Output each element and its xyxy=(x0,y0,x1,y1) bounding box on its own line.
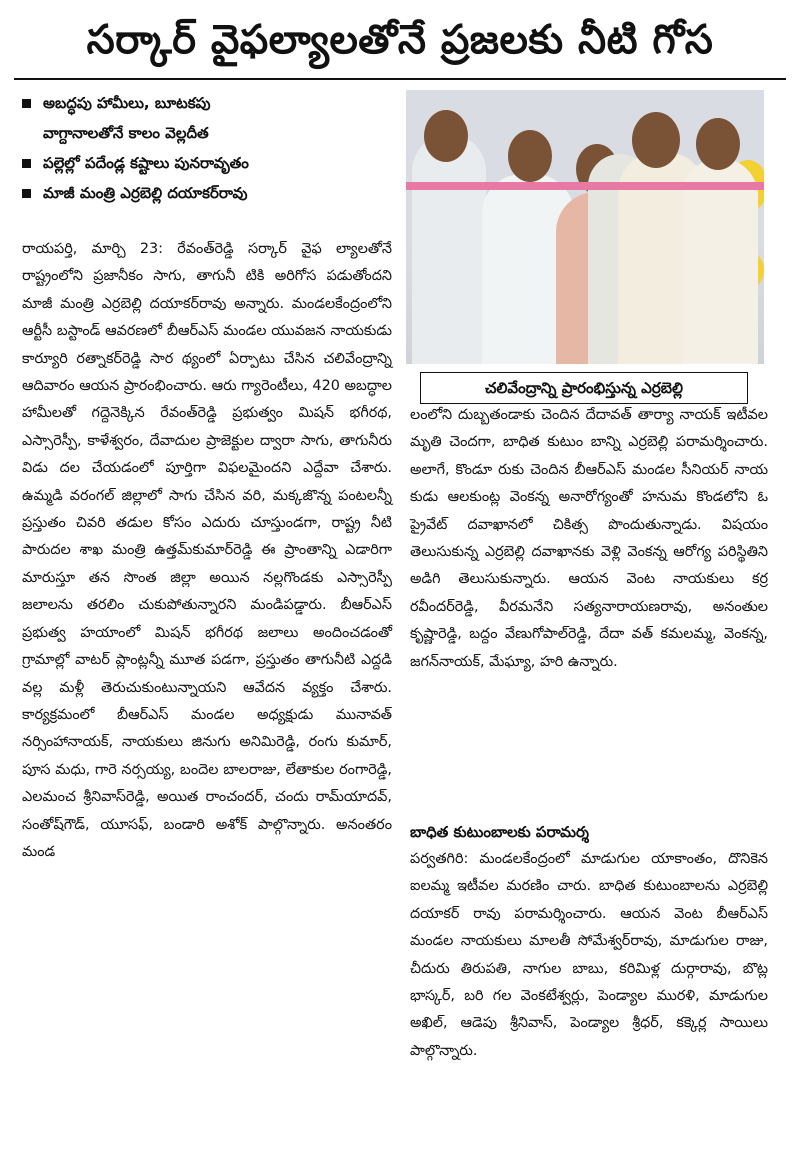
subheading: బాధిత కుటుంబాలకు పరామర్శ xyxy=(410,823,589,841)
bullet-square-icon xyxy=(22,189,31,198)
bullet-text: మాజీ మంత్రి ఎర్రబెల్లి దయాకర్‌రావు xyxy=(43,184,248,202)
article-column-right xyxy=(410,402,768,676)
bullet-item-continuation xyxy=(22,118,392,148)
headline: సర్కార్ వైఫల్యాలతోనే ప్రజలకు నీటి గోస xyxy=(86,17,714,63)
bullet-text: వాగ్దానాలతోనే కాలం వెల్లదీత xyxy=(43,124,209,142)
bullet-text: అబద్ధపు హామీలు, బూటకపు xyxy=(43,94,211,112)
photo-caption: చలివేంద్రాన్ని ప్రారంభిస్తున్న ఎర్రబెల్లి xyxy=(420,372,748,404)
article-column-left xyxy=(22,236,392,866)
inauguration-ribbon xyxy=(406,182,764,190)
bullet-square-icon xyxy=(22,159,31,168)
article-body-text: పర్వతగిరి: మండలకేంద్రంలో మాడుగుల యాకాంతం, దొనికెన ఐలమ్మ ఇటీవల మరణిం చారు. బాధిత కుటుంబాలను ఎర్రబెల్లి దయాకర్ రావు పరామర్శించారు. ఆయన వెంట బీఆర్‌ఎస్ మండల నాయకులు మాలతీ సోమేశ్వర్‌రావు, మాడుగుల రాజు, చీదురు తిరుపతి, నాగుల బాబు, కరిమిళ్ల దుర్గారావు, బొట్ల భాస్కర్, బరి గల వెంకటేశ్వర్లు, పెండ్యాల మురళి, మాడుగుల అఖిల్, ఆడెపు శ్రీనివాస్, పెండ్యాల శ్రీధర్, కక్కెర్ల సాయిలు పాల్గొన్నారు. xyxy=(410,851,768,1059)
bullet-item xyxy=(22,178,392,208)
bullet-item xyxy=(22,88,392,118)
article-body-text: లంలోని దుబ్బతండాకు చెందిన దేదావత్ తార్యా నాయక్ ఇటీవల మృతి చెందగా, బాధిత కుటుం బాన్ని ఎర్రబెల్లి పరామర్శించారు. అలాగే, కొండూ రుకు చెందిన బీఆర్‌ఎస్ మండల సీనియర్ నాయ కుడు ఆలకుంట్ల వెంకన్న అనారోగ్యంతో హనుమ కొండలోని ఓ ప్రైవేట్ దవాఖానలో చికిత్స పొందుతున్నాడు. విషయం తెలుసుకున్న ఎర్రబెల్లి దవాఖానకు వెళ్లి వెంకన్న ఆరోగ్య పరిస్థితిని అడిగి తెలుసుకున్నారు. ఆయన వెంట నాయకులు కర్ర రవీందర్‌రెడ్డి, వీరమనేని సత్యనారాయణరావు, అనంతుల కృష్ణారెడ్డి, బద్దం వేణుగోపాల్‌రెడ్డి, దేదా వత్ కమలమ్మ, వెంకన్న, జగన్‌నాయక్, మేఘ్యా, హరి ఉన్నారు. xyxy=(410,407,768,670)
article-body-text: రాయపర్తి, మార్చి 23: రేవంత్‌రెడ్డి సర్కార్ వైఫ ల్యాలతోనే రాష్ట్రంలోని ప్రజానీకం సాగు, తాగునీ టికి అరిగోస పడుతోందని మాజీ మంత్రి ఎర్రబెల్లి దయాకర్‌రావు అన్నారు. మండలకేంద్రంలోని ఆర్టీసీ బస్టాండ్ ఆవరణలో బీఆర్‌ఎస్ మండల యువజన నాయకుడు కార్యూరి రత్నాకర్‌రెడ్డి సార థ్యంలో ఏర్పాటు చేసిన చలివేంద్రాన్ని ఆదివారం ఆయన ప్రారంభించారు. ఆరు గ్యారెంటీలు, 420 అబద్ధాల హామీలతో గద్దెనెక్కిన రేవంత్‌రెడ్డి ప్రభుత్వం మిషన్ భగీరథ, ఎస్సారెస్పీ, కాళేశ్వరం, దేవాదుల ప్రాజెక్టుల ద్వారా సాగు, తాగునీరు విడు దల చేయడంలో పూర్తిగా విఫలమైందని ఎద్దేవా చేశారు. ఉమ్మడి వరంగల్ జిల్లాలో సాగు చేసిన వరి, మక్కజొన్న పంటలన్నీ ప్రస్తుతం చివరి తడుల కోసం ఎదురు చూస్తుండగా, రాష్ట్ర నీటి పారుదల శాఖ మంత్రి ఉత్తమ్‌కుమార్‌రెడ్డి ఈ ప్రాంతాన్ని ఎడారిగా మారుస్తూ తన సొంత జిల్లా అయిన నల్లగొండకు ఎస్సారెస్పీ జలాలను తరలిం చుకుపోతున్నారని మండిపడ్డారు. బీఆర్‌ఎస్ ప్రభుత్వ హయాంలో మిషన్ భగీరథ జలాలు అందించడంతో గ్రామాల్లో వాటర్ ప్లాంట్లన్నీ మూత పడగా, ప్రస్తుతం తాగునీటి ఎద్దడి వల్ల మళ్లీ తెరుచుకుంటున్నాయని ఆవేదన వ్యక్తం చేశారు. కార్యక్రమంలో బీఆర్‌ఎస్ మండల అధ్యక్షుడు మునావత్ నర్సింహానాయక్, నాయకులు జినుగు అనిమిరెడ్డి, రంగు కుమార్, పూస మధు, గారె నర్సయ్య, బందెల బాలరాజు, లేతాకుల రంగారెడ్డి, ఎలమంచ శ్రీనివాస్‌రెడ్డి, అయిత రాంచందర్, చందు రామ్‌యాదవ్, సంతోష్‌గౌడ్, యూసఫ్, బండారి అశోక్ పాల్గొన్నారు. అనంతరం మండ xyxy=(22,241,392,860)
news-photo xyxy=(406,90,764,364)
bullet-square-icon xyxy=(22,99,31,108)
bullet-text: పల్లెల్లో పదేండ్ల కష్టాలు పునరావృతం xyxy=(43,154,249,172)
highlight-bullets xyxy=(22,88,392,208)
article-column-right-continued xyxy=(410,846,768,1065)
bullet-item xyxy=(22,148,392,178)
headline-rule xyxy=(14,78,786,80)
